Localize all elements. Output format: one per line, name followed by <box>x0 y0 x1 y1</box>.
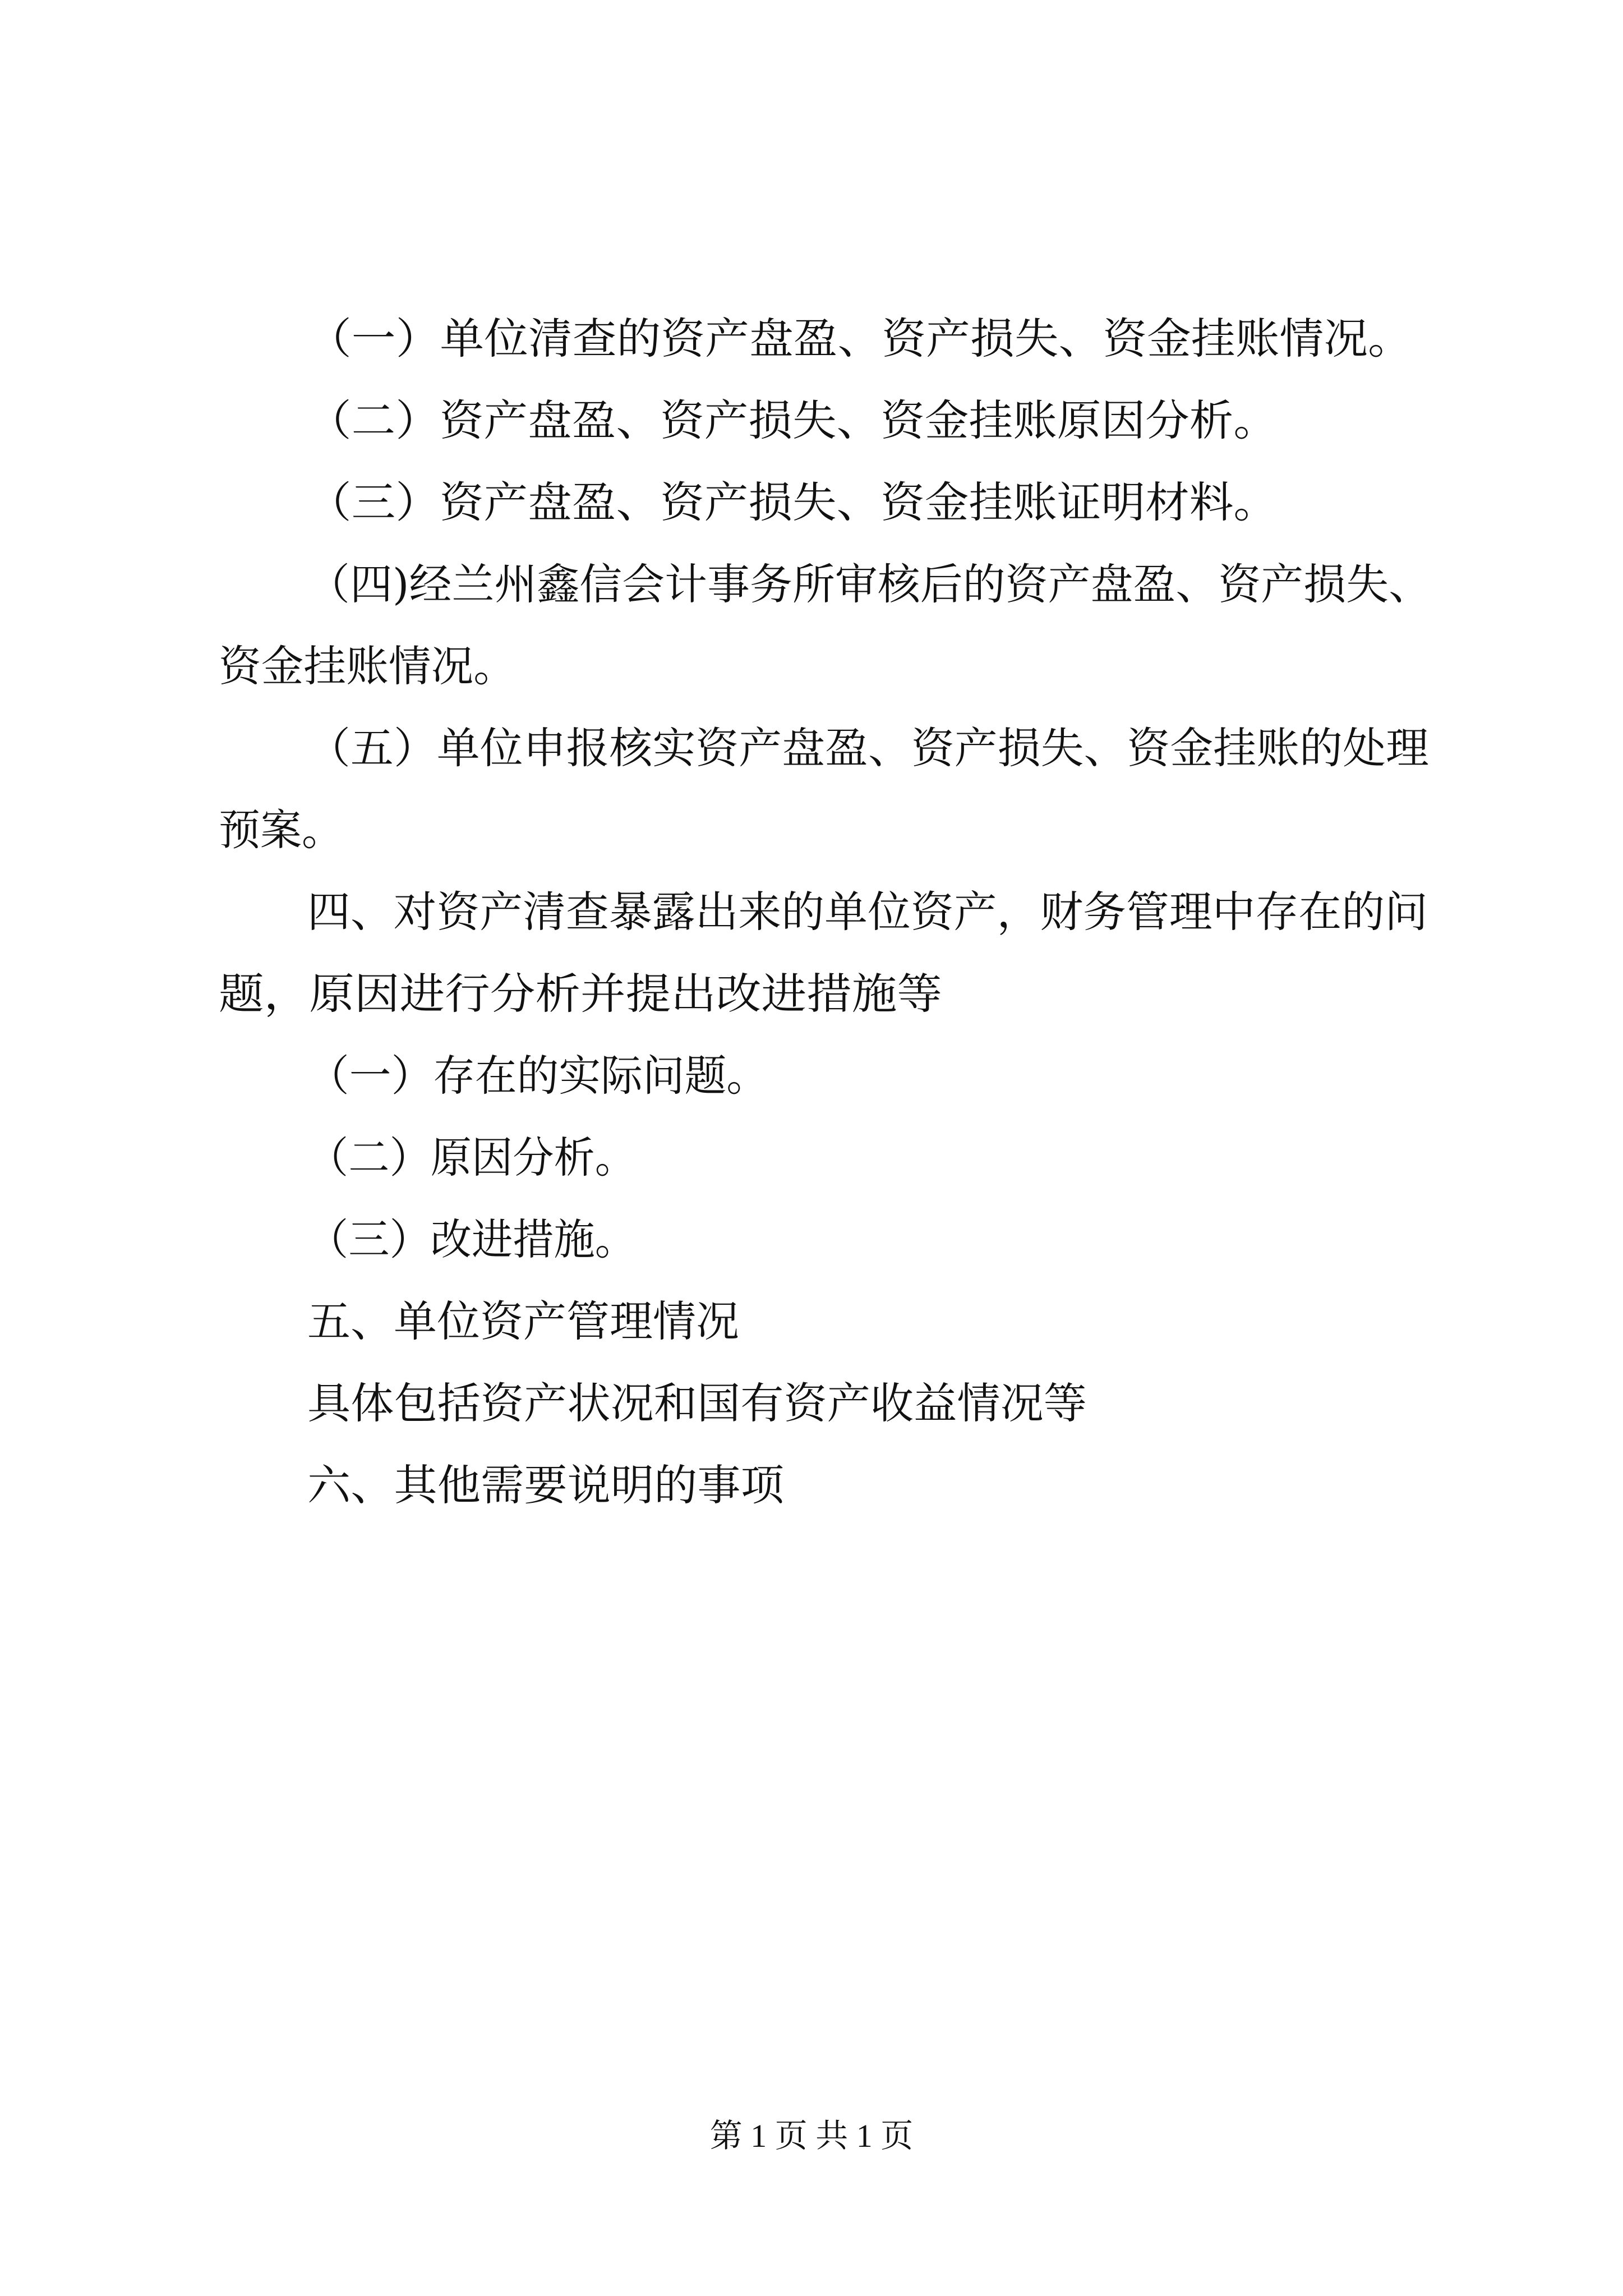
text-line: 四、对资产清查暴露出来的单位资产，财务管理中存在的问 <box>307 887 1428 937</box>
text-line: 预案。 <box>219 805 344 855</box>
text-line: 六、其他需要说明的事项 <box>307 1460 784 1510</box>
text-line: （四)经兰州鑫信会计事务所审核后的资产盘盈、资产损失、 <box>307 559 1432 609</box>
text-line: 资金挂账情况。 <box>219 641 516 691</box>
text-line: （二）资产盘盈、资产损失、资金挂账原因分析。 <box>307 395 1278 445</box>
page-footer: 第 1 页 共 1 页 <box>709 2118 914 2154</box>
text-line: （三）资产盘盈、资产损失、资金挂账证明材料。 <box>307 477 1278 527</box>
text-line: 题，原因进行分析并提出改进措施等 <box>219 969 943 1019</box>
text-line: （五）单位申报核实资产盘盈、资产损失、资金挂账的处理 <box>307 723 1429 773</box>
text-line: 具体包括资产状况和国有资产收益情况等 <box>307 1378 1087 1428</box>
text-line: （二）原因分析。 <box>307 1133 636 1182</box>
text-line: （一）存在的实际问题。 <box>307 1051 769 1101</box>
text-line: 五、单位资产管理情况 <box>307 1296 740 1346</box>
text-line: （三）改进措施。 <box>307 1214 636 1264</box>
text-line: （一）单位清查的资产盘盈、资产损失、资金挂账情况。 <box>307 314 1412 364</box>
